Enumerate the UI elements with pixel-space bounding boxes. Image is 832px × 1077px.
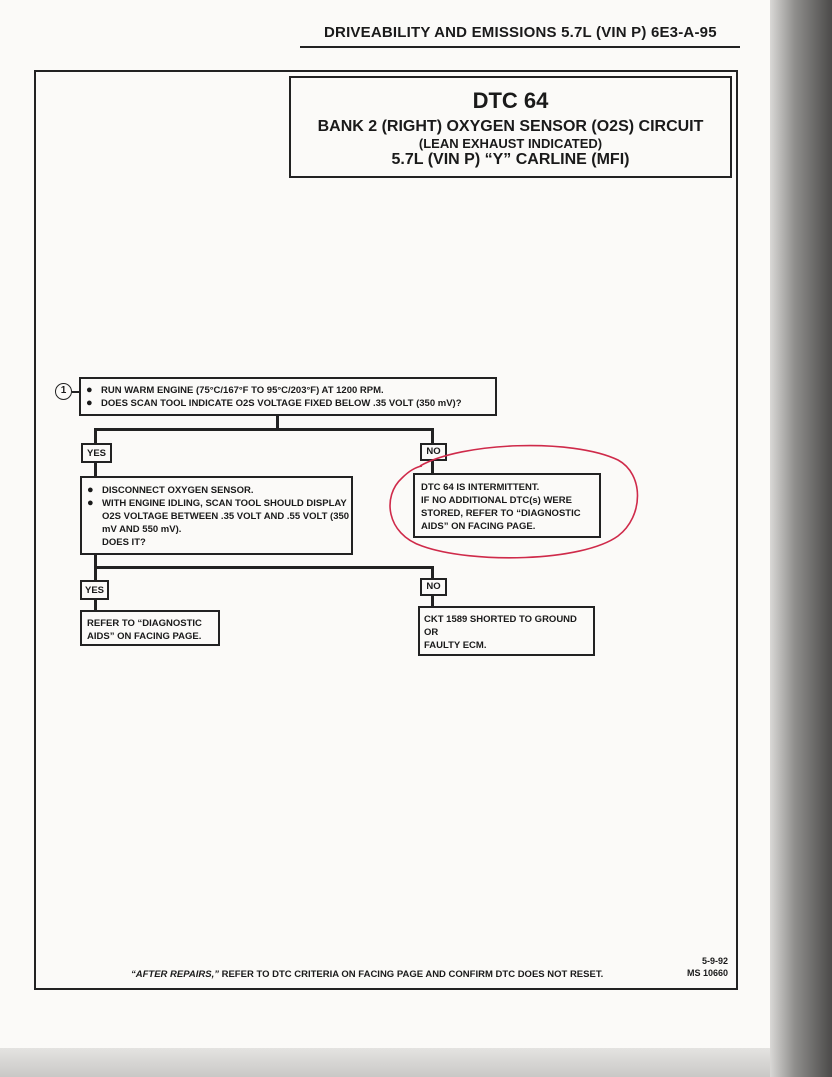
bullet-icon: ● (87, 484, 94, 496)
step2-question: DOES IT? (102, 537, 146, 548)
connector (94, 566, 434, 569)
step1-bullet: ● DOES SCAN TOOL INDICATE O2S VOLTAGE FIXED BELOW .35 VOLT (350 mV)? (86, 397, 462, 409)
step2-bullet: ● DISCONNECT OXYGEN SENSOR. (87, 484, 254, 496)
step2-box (80, 476, 353, 555)
connector (94, 462, 97, 477)
handwritten-circle (382, 436, 640, 564)
step1-bullet: ● RUN WARM ENGINE (75°C/167°F TO 95°C/203°F) AT 1200 RPM. (86, 384, 384, 396)
bullet-icon: ● (86, 397, 93, 409)
figure-number: MS 10660 (686, 968, 728, 978)
step2-bullet: ● WITH ENGINE IDLING, SCAN TOOL SHOULD DISPLAY O2S VOLTAGE BETWEEN .35 VOLT AND .55 VOLT (350 mV AND 550 mV). (87, 497, 350, 535)
title-line-4: 5.7L (VIN P) “Y” CARLINE (MFI) (391, 151, 630, 168)
bullet-icon: ● (86, 384, 93, 396)
connector (94, 428, 434, 431)
connector (94, 428, 97, 444)
running-head: DRIVEABILITY AND EMISSIONS 5.7L (VIN P) 6E3-A-95 (324, 24, 717, 41)
revision-date: 5-9-92 (701, 956, 728, 966)
no-label: NO (420, 443, 447, 461)
step1-box (79, 377, 497, 416)
dtc-code: DTC 64 (472, 88, 549, 113)
yes-label: YES (81, 443, 112, 463)
step-number-badge: 1 (55, 383, 72, 400)
title-line-2: BANK 2 (RIGHT) OXYGEN SENSOR (O2S) CIRCUIT (317, 118, 704, 135)
scan-edge-shadow (770, 0, 832, 1077)
bullet-icon: ● (87, 497, 94, 509)
page-reference (676, 955, 728, 979)
after-repairs-note: “AFTER REPAIRS,” REFER TO DTC CRITERIA ON FACING PAGE AND CONFIRM DTC DOES NOT RESET. (131, 969, 604, 980)
intermittent-box: DTC 64 IS INTERMITTENT. IF NO ADDITIONAL DTC(s) WERE STORED, REFER TO “DIAGNOSTIC AIDS” ON FACING PAGE. (413, 473, 601, 538)
result-no-box: CKT 1589 SHORTED TO GROUND OR FAULTY ECM. (418, 606, 595, 656)
title-block (289, 76, 732, 178)
connector (94, 566, 97, 580)
scan-bottom-shadow (0, 1048, 770, 1077)
title-line-3: (LEAN EXHAUST INDICATED) (418, 136, 603, 151)
no-label: NO (420, 578, 447, 596)
result-yes-box: REFER TO “DIAGNOSTIC AIDS” ON FACING PAGE. (80, 610, 220, 646)
yes-label: YES (80, 580, 109, 600)
header-rule (300, 46, 740, 48)
